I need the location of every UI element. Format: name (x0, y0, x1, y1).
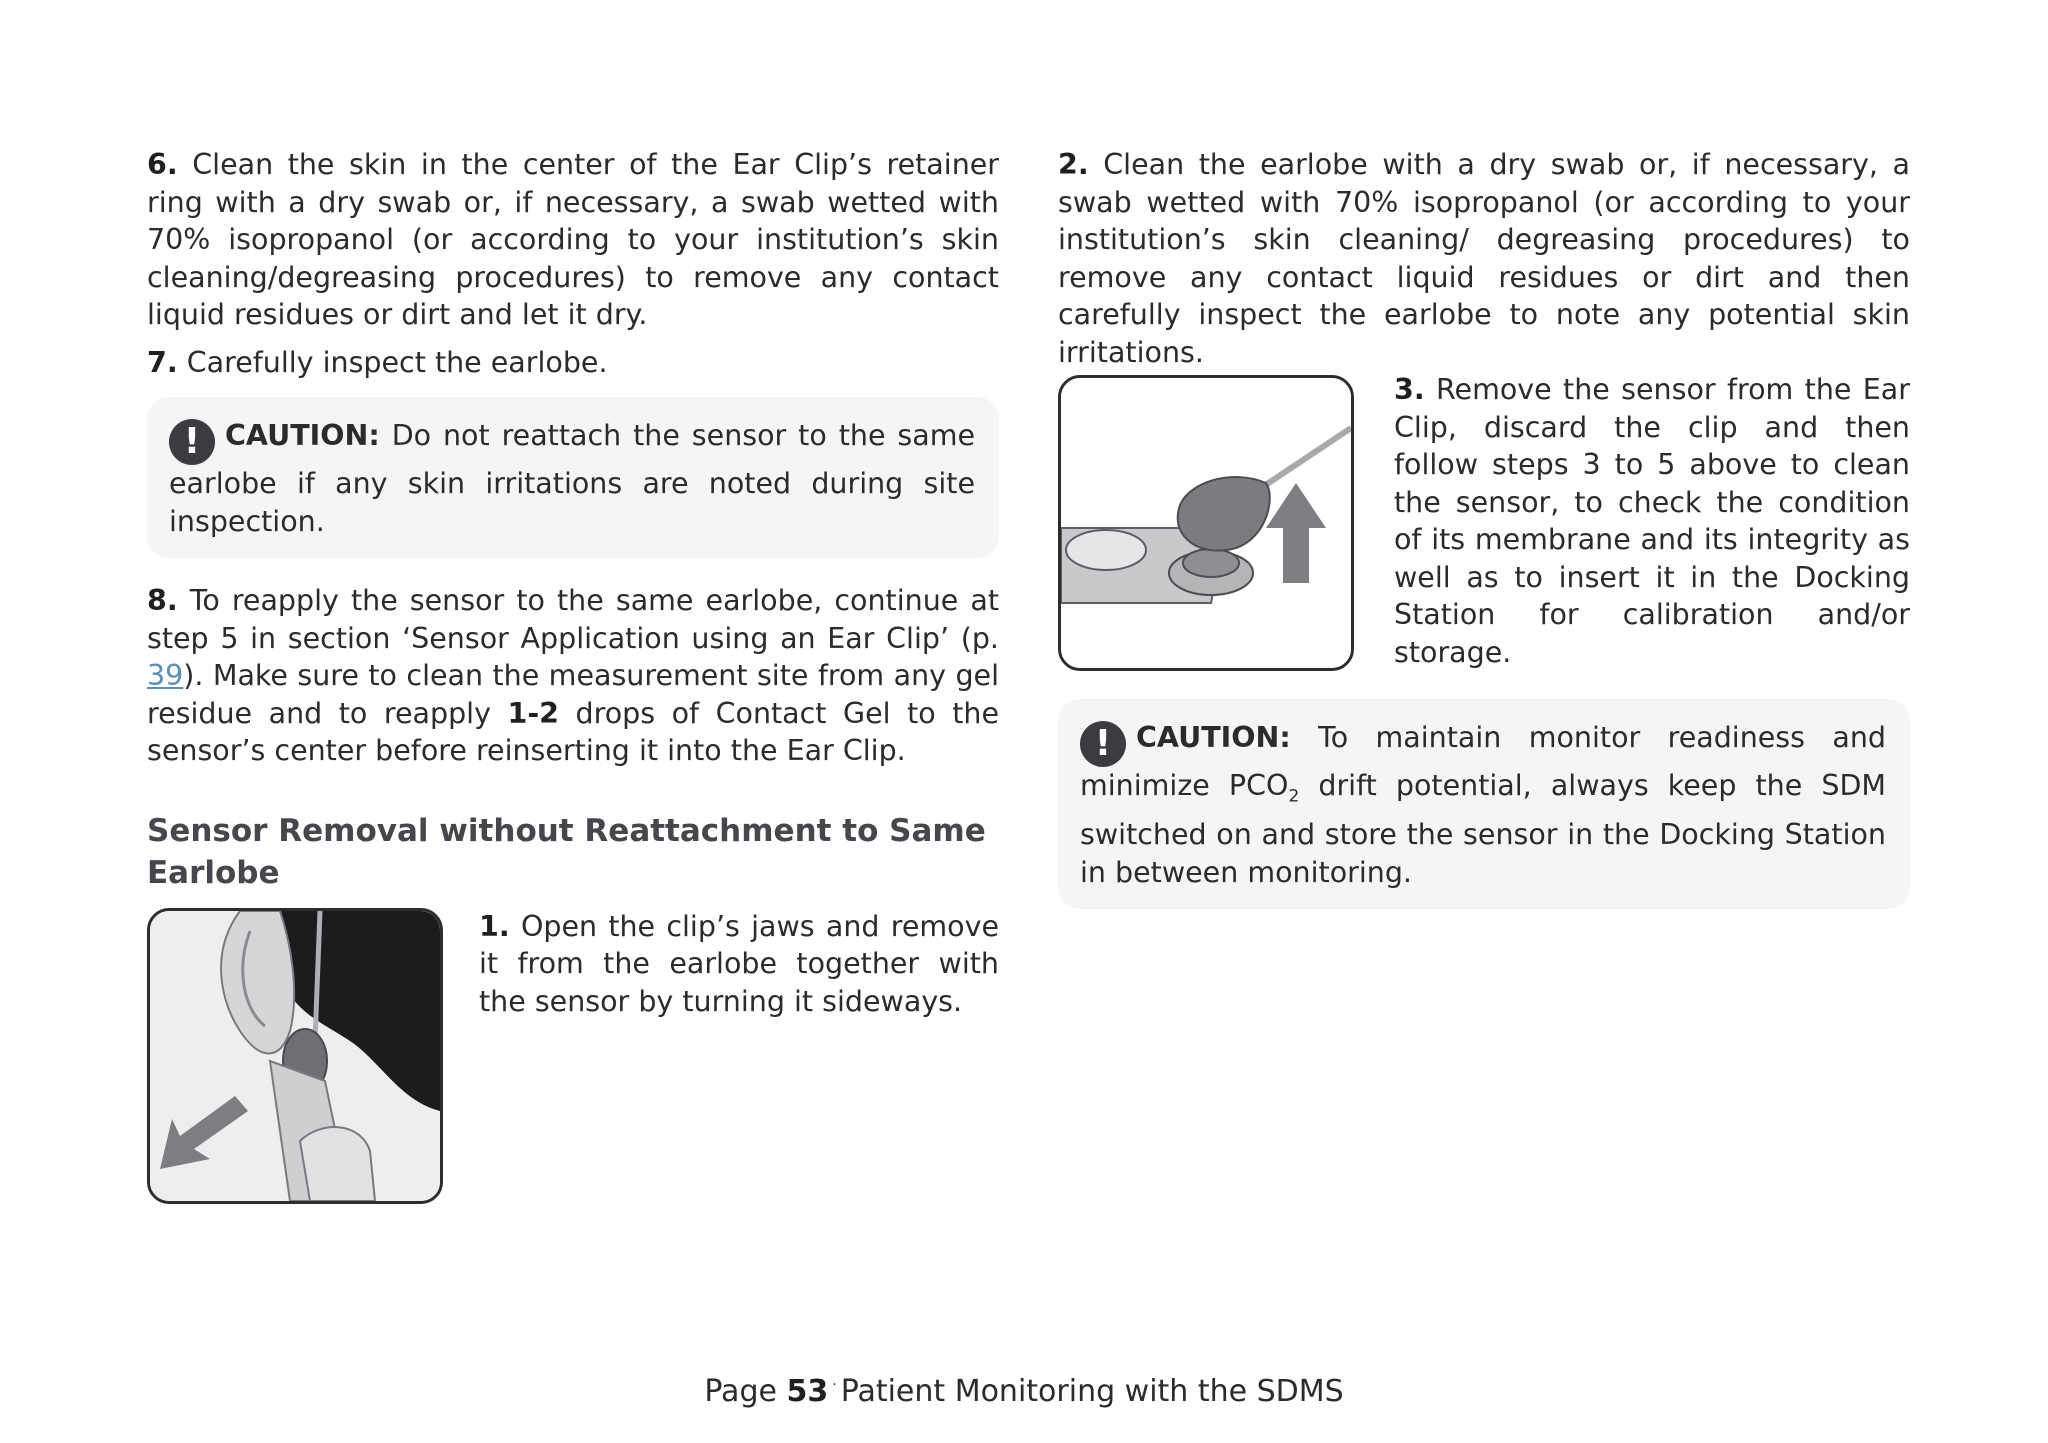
page-footer: Page 53 · Patient Monitoring with the SDMS (704, 1374, 1344, 1409)
step-text: Open the clip’s jaws and remove it from the earlobe together with the sensor by turning it sideways. (479, 909, 1000, 1018)
caution-box (147, 397, 999, 558)
step-8: 8. To reapply the sensor to the same earlobe, continue at step 5 in section ‘Sensor Application using an Ear Clip’ (p. 39). Make sure to clean the measurement site from any gel residue and to reapply 1-2 drops of Contact Gel to the sensor’s center before reinserting it into the Ear Clip. (147, 584, 999, 767)
step-number: 6. (147, 148, 178, 181)
step-number: 7. (147, 345, 178, 379)
step-6 (147, 146, 999, 334)
caution-box-2: ! CAUTION: To maintain monitor readiness and minimize $PCO_2$ drift potential, always keep the SDM switched on and store the sensor in the Docking Station in between monitoring. (1058, 699, 1910, 909)
caution-label: CAUTION: (1136, 721, 1291, 754)
step-2 (1058, 146, 1910, 371)
sensor-removal-illustration (1058, 375, 1354, 671)
page-number: 53 (786, 1374, 829, 1409)
document-title: Patient Monitoring with the SDMS (840, 1374, 1344, 1409)
step-3-row (1058, 375, 1910, 671)
right-column (1058, 146, 1910, 933)
page-reference-link[interactable]: 39 (147, 659, 184, 692)
caution-label: CAUTION: (225, 419, 380, 452)
step-number: 8. (147, 584, 178, 617)
step-number: 1. (479, 909, 510, 943)
step-1 (479, 908, 999, 1021)
step-1-row (147, 908, 999, 1204)
ear-removal-illustration (147, 908, 443, 1204)
step-3 (1394, 371, 1910, 671)
section-heading: Sensor Removal without Reattachment to Same Earlobe (147, 812, 986, 891)
caution-text: Do not reattach the sensor to the same earlobe if any skin irritations are noted during site inspection. (169, 419, 975, 538)
step-7 (147, 344, 999, 382)
step-number: 2. (1058, 148, 1089, 181)
step-text: Clean the earlobe with a dry swab or, if necessary, a swab wetted with 70% isopropanol (or according to your institution’s skin cleaning/ degreasing procedures) to remove any contact liquid residues or dirt and then carefully inspect the earlobe to note any potential skin irritations. (1058, 148, 1910, 369)
caution-icon: ! (169, 419, 215, 465)
left-column (147, 146, 999, 1204)
caution-icon: ! (1080, 721, 1126, 767)
step-number: 3. (1394, 373, 1425, 406)
step-text: Clean the skin in the center of the Ear Clip’s retainer ring with a dry swab or, if necessary, a swab wetted with 70% isopropanol (or according to your institution’s skin cleaning/degreasing procedures) to remove any contact liquid residues or dirt and let it dry. (147, 148, 1000, 331)
step-text: Remove the sensor from the Ear Clip, discard the clip and then follow steps 3 to 5 above to clean the sensor, to check the condition of its membrane and its integrity as well as to insert it in the Docking Station for calibration and/or storage. (1394, 373, 1910, 669)
step-text: Carefully inspect the earlobe. (186, 345, 608, 379)
